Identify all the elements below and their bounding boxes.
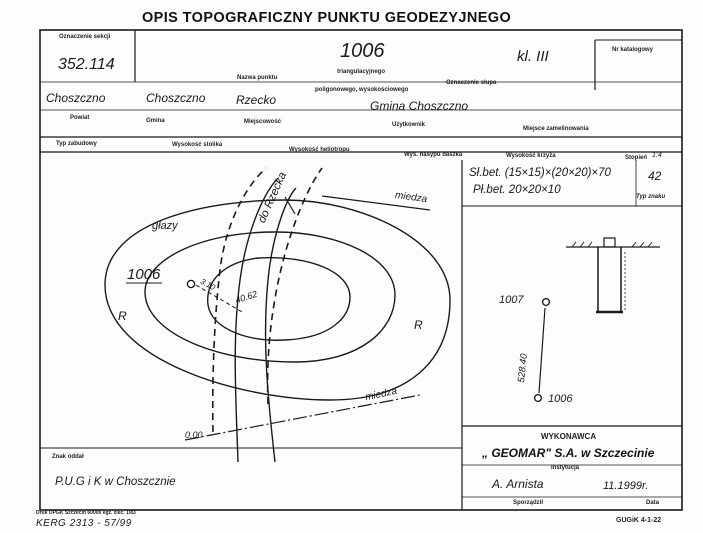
point-number: 1006 xyxy=(340,40,385,62)
form-code: GUGiK 4-1-22 xyxy=(616,517,662,524)
mark-type-value: 42 xyxy=(648,169,662,183)
mark-kind-label: Typ znaku xyxy=(636,194,666,200)
class-value: kl. III xyxy=(517,48,549,65)
locality-value: Rzecko xyxy=(236,93,277,107)
field-left-label: R xyxy=(118,309,127,323)
owner-value: Gmina Choszczno xyxy=(370,99,469,113)
kerg-number: KERG 2313 - 57/99 xyxy=(36,518,132,529)
date-label: Data xyxy=(646,500,660,506)
print-info: Druk OPGK Szczecin 60000 egz. zlec. 1/83 xyxy=(36,510,136,516)
zero-label: 0,00 xyxy=(185,430,203,440)
point-1007-marker xyxy=(543,299,550,306)
triangulation-label: triangulacyjnego xyxy=(337,69,386,75)
distance-long: 40.62 xyxy=(234,288,259,306)
terrain-sketch xyxy=(105,168,450,462)
traverse-label: poligonowego, wysokościowego xyxy=(315,87,409,93)
field-right-label: R xyxy=(414,318,423,332)
sketch-point-label: 1006 xyxy=(127,266,161,283)
storage-place-value: P.U.G i K w Choszcznie xyxy=(55,476,176,488)
distance-short: 3.10 xyxy=(198,276,217,293)
section-label: Oznaczenie sekcji xyxy=(59,34,111,40)
commune-label: Gmina xyxy=(146,118,165,124)
mark-description-1: Sł.bet. (15×15)×(20×20)×70 xyxy=(469,167,611,179)
road-label: do Rzecka xyxy=(256,170,290,225)
contractor-name: „ GEOMAR" S.A. w Szczecinie xyxy=(482,446,655,460)
point-1006-marker xyxy=(187,280,194,287)
mark-type-label: Typ zabudowy xyxy=(56,141,97,147)
storage-place-label: Znak oddał xyxy=(52,454,84,460)
degree-value: 1:4 xyxy=(652,152,662,159)
prepared-by: A. Arnista xyxy=(492,477,544,491)
mark-description-2: Pł.bet. 20×20×10 xyxy=(473,184,561,196)
cross-height-label: Wysokość krzyża xyxy=(506,153,556,159)
contractor-label: WYKONAWCA xyxy=(541,432,597,441)
institution-label: Instytucja xyxy=(551,465,580,471)
point-1007-label: 1007 xyxy=(499,294,524,306)
degree-label: Stopień xyxy=(625,155,647,161)
stones-label: głazy xyxy=(152,220,178,232)
cross-section-sketch xyxy=(566,238,660,312)
side-points-sketch xyxy=(535,299,550,402)
point-1006-side-marker xyxy=(535,395,542,402)
point-name-label: Nazwa punktu xyxy=(237,75,278,81)
owner-label: Użytkownik xyxy=(392,122,426,128)
sight-label: Wys. nasypu daszka xyxy=(404,152,463,158)
section-number: 352.114 xyxy=(58,56,115,73)
date-value: 11.1999r. xyxy=(603,480,649,492)
commune-value: Choszczno xyxy=(146,91,206,105)
point-1006-side-label: 1006 xyxy=(548,393,573,405)
boundary-bottom-label: miedza xyxy=(364,385,399,404)
side-distance: 528.40 xyxy=(516,353,530,384)
form-title: OPIS TOPOGRAFICZNY PUNKTU GEODEZYJNEGO xyxy=(142,10,512,26)
county-label: Powiat xyxy=(70,115,90,121)
post-label: Oznaczenie słupa xyxy=(446,80,497,86)
locality-label: Miejscowość xyxy=(244,119,282,125)
beacon-height-label: Wysokość heliotropu xyxy=(289,147,350,153)
prepared-label: Sporządził xyxy=(513,500,544,506)
storage-label: Miejsce zamelinowania xyxy=(523,126,589,132)
boundary-top-label: miedza xyxy=(394,189,428,206)
catalog-label: Nr katalogowy xyxy=(612,47,654,53)
county-value: Choszczno xyxy=(46,91,106,105)
pillar-height-label: Wysokość stolika xyxy=(172,142,223,148)
